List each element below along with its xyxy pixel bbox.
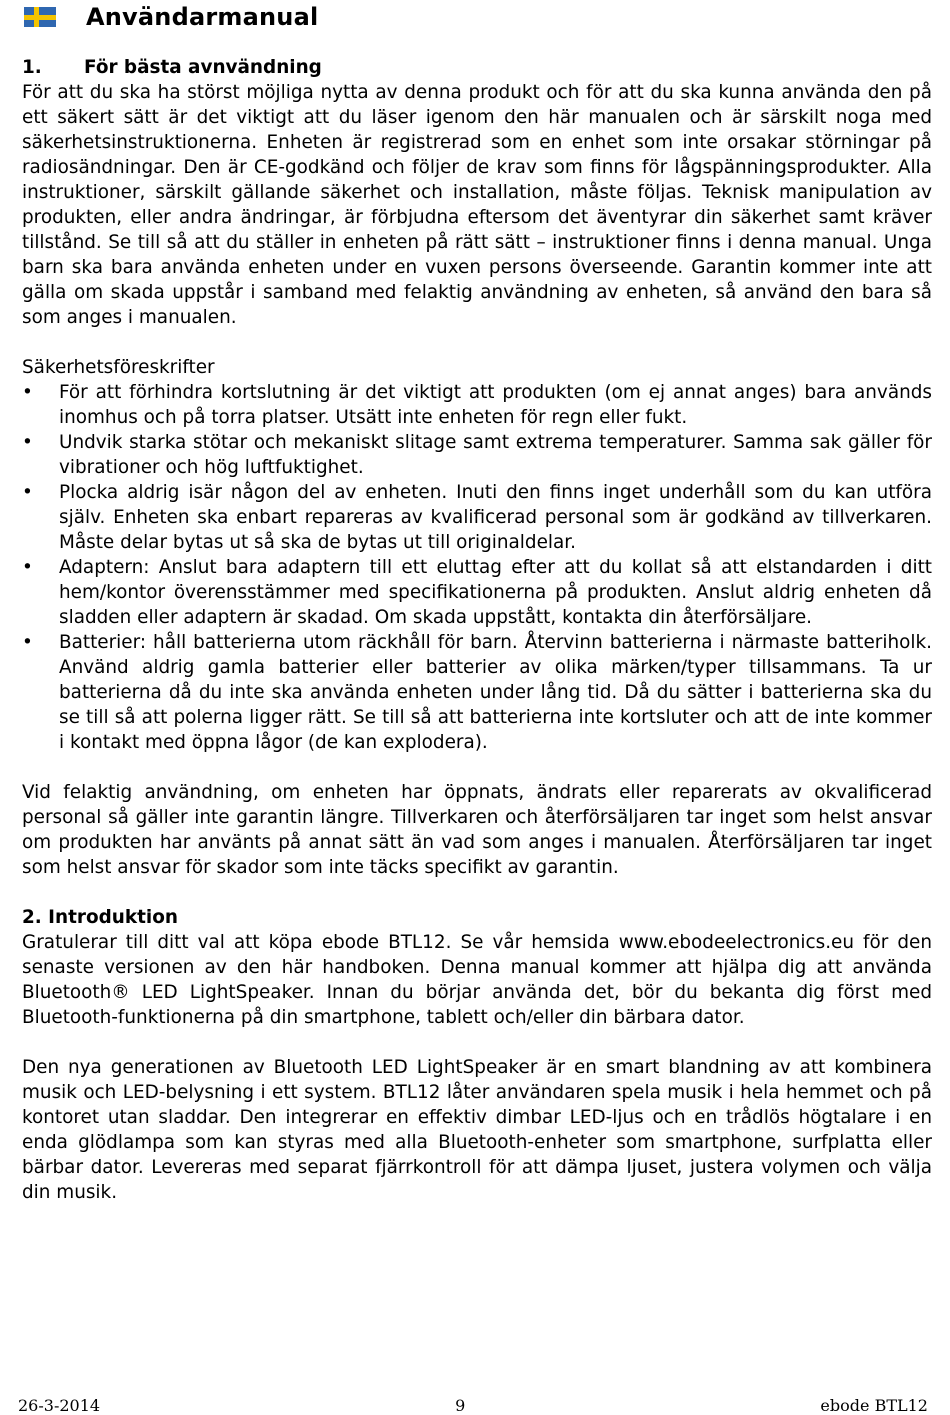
bullet-icon: • (22, 632, 33, 653)
page-number: 9 (455, 1396, 466, 1415)
list-item: • För att förhindra kortslutning är det viktigt att produkten (om ej annat anges) bara används inomhus och på torra platser. Utsätt inte enheten för regn eller fukt. (22, 382, 932, 428)
section-1-heading (22, 55, 932, 80)
list-item: • Plocka aldrig isär någon del av enheten. Inuti den finns inget underhåll som du kan utföra själv. Enheten ska enbart repareras av kvalificerad personal som är godkänd av tillverkaren. Måste delar bytas ut så ska de bytas ut till originaldelar. (22, 482, 932, 553)
section-1-number: 1. (22, 57, 42, 78)
section-1-title: För bästa avnvändning (84, 57, 322, 78)
bullet-icon: • (22, 432, 33, 453)
safety-heading: Säkerhetsföreskrifter (22, 357, 215, 378)
manual-page (22, 0, 932, 1205)
document-title: Användarmanual (86, 3, 319, 31)
page-header (22, 2, 932, 32)
list-item: • Adaptern: Anslut bara adaptern till ett eluttag efter att du kollat så att elstandarden i ditt hem/kontor överensstämmer med specifikationerna på produkten. Anslut aldrig enheten då sladden eller adaptern är skadad. Om skada uppstått, kontakta din återförsäljare. (22, 557, 932, 628)
section-1-intro: För att du ska ha störst möjliga nytta av denna produkt och för att du ska kunna använda den på ett säkert sätt är det viktigt att du läser igenom den här manualen och är särskilt noga med säkerhetsinstruktionerna. Enheten är registrerad som en enhet som inte orsakar störningar på radiosändningar. Den är CE-godkänd och följer de krav som finns för lågspänningsprodukter. Alla instruktioner, särskilt gällande säkerhet och installation, måste följas. Teknisk manipulation av produkten, eller andra ändringar, är förbjudna eftersom det äventyrar din säkerhet samt kräver tillstånd. Se till så att du ställer in enheten på rätt sätt – instruktioner finns i denna manual. Unga barn ska bara använda enheten under en vuxen persons överseende. Garantin kommer inte att gälla om skada uppstår i samband med felaktig användning av enheten, så använd den bara så som anges i manualen. (22, 82, 932, 328)
warranty-paragraph: Vid felaktig användning, om enheten har öppnats, ändrats eller reparerats av okvalificerad personal så gäller inte garantin längre. Tillverkaren och återförsäljaren tar inget som helst ansvar om produkten har använts på annat sätt än vad som anges i manualen. Återförsäljaren tar inget som helst ansvar för skador som inte täcks specifikt av garantin. (22, 782, 932, 878)
list-item: • Undvik starka stötar och mekaniskt slitage samt extrema temperaturer. Samma sak gäller för vibrationer och hög luftfuktighet. (22, 432, 932, 478)
footer-product: ebode BTL12 (820, 1396, 928, 1415)
bullet-icon: • (22, 382, 33, 403)
bullet-icon: • (22, 557, 33, 578)
footer-date: 26-3-2014 (18, 1396, 101, 1415)
intro-paragraph-2: Den nya generationen av Bluetooth LED LightSpeaker är en smart blandning av att kombinera musik och LED-belysning i ett system. BTL12 låter användaren spela musik i hela hemmet och på kontoret utan sladdar. Den integrerar en effektiv dimbar LED-ljus och en trådlös högtalare i en enda glödlampa som kan styras med alla Bluetooth-enheter som smartphone, surfplatta eller bärbar dator. Levereras med separat fjärrkontroll för att dämpa ljuset, justera volymen och välja din musik. (22, 1057, 932, 1203)
swedish-flag-icon (24, 7, 56, 27)
bullet-icon: • (22, 482, 33, 503)
intro-paragraph-1: Gratulerar till ditt val att köpa ebode BTL12. Se vår hemsida www.ebodeelectronics.eu för den senaste versionen av den här handboken. Denna manual kommer att hjälpa dig att använda Bluetooth® LED LightSpeaker. Innan du börjar använda det, bör du bekanta dig först med Bluetooth-funktionerna på din smartphone, tablett och/eller din bärbara dator. (22, 932, 932, 1028)
section-2-heading: 2. Introduktion (22, 907, 178, 928)
list-item: • Batterier: håll batterierna utom räckhåll för barn. Återvinn batterierna i närmaste batteriholk. Använd aldrig gamla batterier eller batterier av olika märken/typer tillsammans. Ta ur batterierna då du inte ska använda enheten under lång tid. Då du sätter i batterierna ska du se till så att polerna ligger rätt. Se till så att batterierna inte kortsluter och att de inte kommer i kontakt med öppna lågor (de kan explodera). (22, 632, 932, 753)
page-footer (18, 1396, 928, 1415)
safety-list (22, 380, 932, 755)
